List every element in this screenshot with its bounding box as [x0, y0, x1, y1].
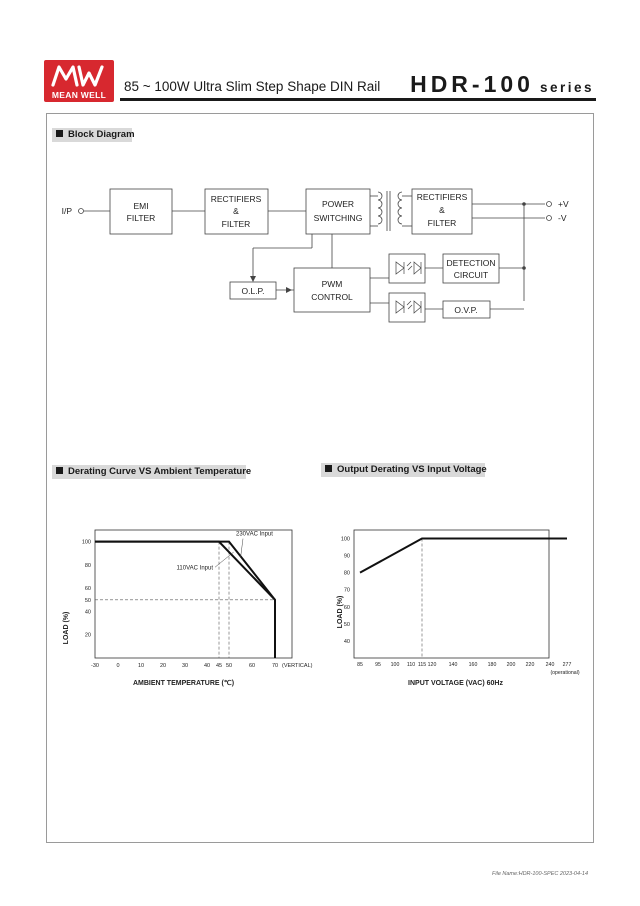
series-label: series: [539, 80, 594, 95]
plot-frame: [95, 530, 292, 658]
optocoupler-top-box: [389, 254, 425, 283]
y-axis-label: LOAD (%): [63, 611, 70, 645]
x-tick-label: 85: [357, 662, 363, 668]
x-tick-label: 45: [215, 663, 223, 669]
x-tick-label: 20: [159, 663, 167, 669]
plot-frame: [354, 530, 549, 658]
rect2-label-2: &: [439, 205, 445, 215]
y-tick-label: 100: [340, 536, 350, 543]
x-tick-label: 60: [248, 663, 256, 669]
rect2-label-1: RECTIFIERS: [416, 192, 468, 202]
section-title: Output Derating VS Input Voltage: [337, 464, 487, 475]
x-tick-label: 50: [225, 663, 233, 669]
x-tick-label: 180: [487, 662, 497, 668]
x-axis-label: AMBIENT TEMPERATURE (℃): [132, 680, 235, 687]
y-tick-label: 80: [343, 570, 350, 577]
y-tick-label: 50: [343, 621, 350, 628]
x-tick-label: 160: [468, 662, 478, 668]
transformer-icon: [378, 191, 402, 231]
footer-file-name: File Name:HDR-100-SPEC 2023-04-14: [492, 871, 588, 877]
y-tick-label: 60: [343, 604, 350, 611]
x-tick-label: 40: [203, 663, 211, 669]
x-tick-label: -30: [91, 663, 99, 669]
x-tick-label: 30: [181, 663, 189, 669]
series-label-110vac: 110VAC Input: [176, 565, 213, 572]
section-title: Derating Curve VS Ambient Temperature: [68, 466, 252, 477]
y-tick-label: 50: [84, 597, 91, 604]
y-tick-label: 60: [84, 586, 91, 593]
x-tick-label: 110: [406, 662, 416, 668]
x-tick-label: 240: [545, 662, 555, 668]
y-tick-label: 70: [343, 587, 350, 594]
x-tick-label: 120: [427, 662, 437, 668]
y-tick-label: 20: [84, 632, 91, 639]
power-switching-box: [306, 189, 370, 234]
output-derating-chart: [325, 520, 587, 700]
ovp-label: O.V.P.: [454, 305, 478, 315]
x-tick-label: 0: [116, 663, 120, 669]
x-tick-label: 277: [562, 662, 572, 668]
leader-line: [215, 552, 234, 567]
x-tick-label: 100: [390, 662, 400, 668]
y-tick-label: 80: [84, 562, 91, 569]
rect1-label-1: RECTIFIERS: [210, 194, 262, 204]
y-axis-label: LOAD (%): [337, 595, 344, 629]
power-label-1: POWER: [321, 199, 355, 209]
x-tick-label: 200: [506, 662, 516, 668]
optocoupler-icon: [396, 262, 421, 313]
emi-filter-box: [110, 189, 172, 234]
rect1-label-2: &: [233, 206, 239, 216]
detection-label-2: CIRCUIT: [453, 270, 489, 280]
derating-curve-chart: [50, 520, 320, 700]
logo-text: MEAN WELL: [51, 90, 107, 100]
x-tick-label: 70: [271, 663, 279, 669]
emi-label-1: EMI: [133, 201, 149, 211]
leader-line: [241, 539, 244, 558]
vplus-label: +V: [558, 199, 569, 209]
section-title: Block Diagram: [68, 129, 135, 140]
detection-label-1: DETECTION: [446, 258, 496, 268]
y-tick-label: 90: [343, 553, 350, 560]
y-tick-label: 100: [81, 539, 91, 546]
vminus-label: -V: [558, 213, 567, 223]
y-tick-label: 40: [84, 609, 91, 616]
x-tick-label: 140: [448, 662, 458, 668]
x-tick-label: 95: [375, 662, 381, 668]
model-name: HDR-100: [410, 71, 534, 97]
x-tick-extra: (VERTICAL): [282, 663, 313, 669]
series-line-1: [360, 539, 567, 573]
x-tick-label: 115: [417, 662, 427, 668]
x-tick-label: 220: [525, 662, 535, 668]
x-tick-note: (operational): [550, 670, 580, 676]
x-axis-label: INPUT VOLTAGE (VAC) 60Hz: [408, 680, 503, 687]
rect1-label-3: FILTER: [221, 219, 251, 229]
input-label: I/P: [61, 206, 72, 216]
y-tick-label: 40: [343, 638, 350, 645]
power-label-2: SWITCHING: [313, 213, 363, 223]
pwm-control-box: [294, 268, 370, 312]
pwm-label-2: CONTROL: [311, 292, 353, 302]
olp-label: O.L.P.: [241, 286, 265, 296]
x-tick-label: 10: [137, 663, 145, 669]
emi-label-2: FILTER: [126, 213, 156, 223]
product-subtitle: 85 ~ 100W Ultra Slim Step Shape DIN Rail: [124, 79, 381, 94]
optocoupler-bottom-box: [389, 293, 425, 322]
pwm-label-1: PWM: [321, 279, 343, 289]
series-label-230vac: 230VAC Input: [236, 531, 273, 538]
rect2-label-3: FILTER: [427, 218, 457, 228]
